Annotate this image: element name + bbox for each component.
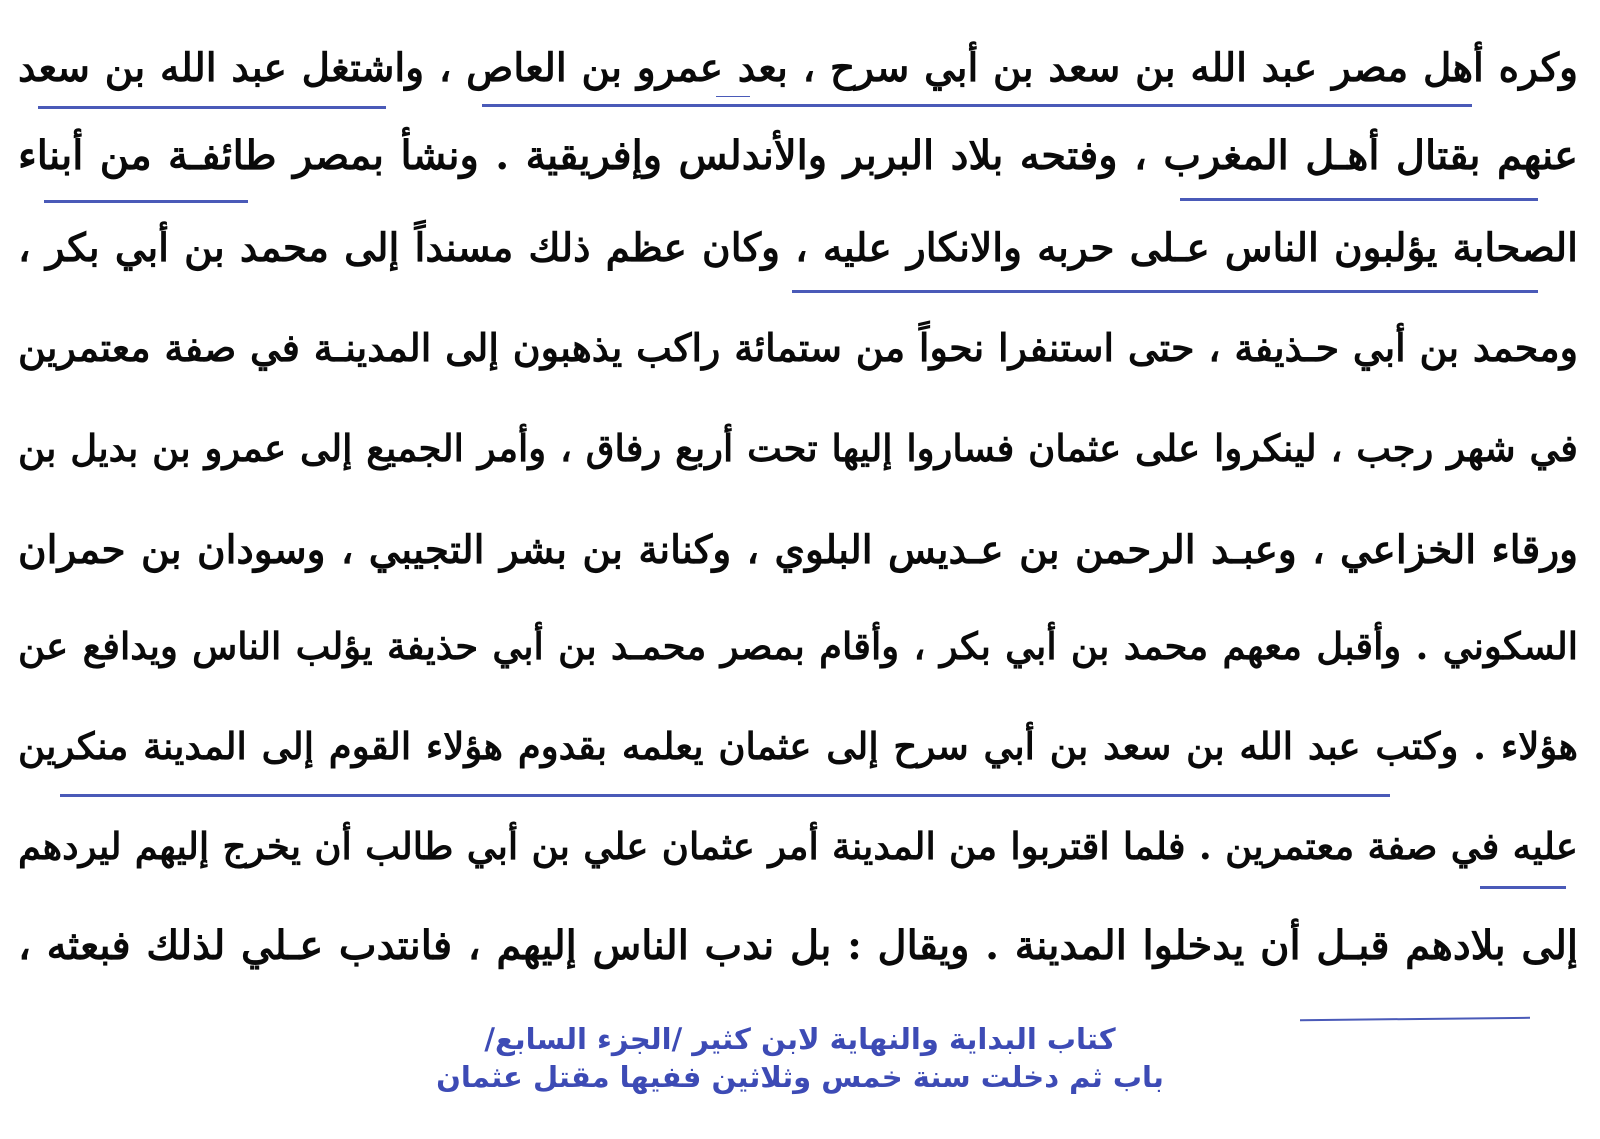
source-chapter-title: باب ثم دخلت سنة خمس وثلاثين ففيها مقتل عثمان (436, 1060, 1164, 1094)
text-line-8: هؤلاء . وكتب عبد الله بن سعد بن أبي سرح إلى عثمان يعلمه بقدوم هؤلاء القوم إلى المدينة منكرين (18, 724, 1578, 768)
text-line-6: ورقاء الخزاعي ، وعبـد الرحمن بن عـديس البلوي ، وكنانة بن بشر التجيبي ، وسودان بن حمران (18, 527, 1578, 573)
text-line-1: وكره أهل مصر عبد الله بن سعد بن أبي سرح ، بعد عمرو بن العاص ، واشتغل عبد الله بن سعد (18, 45, 1578, 91)
annotation-underline (60, 794, 1390, 797)
annotation-underline (716, 96, 750, 97)
source-caption (0, 1020, 1600, 1096)
annotation-underline (1180, 198, 1538, 201)
text-line-10: إلى بلادهم قبـل أن يدخلوا المدينة . ويقال : بل ندب الناس إليهم ، فانتدب عـلي لذلك فبعثه ، (18, 922, 1578, 969)
text-line-7: السكوني . وأقبل معهم محمد بن أبي بكر ، وأقام بمصر محمـد بن أبي حذيفة يؤلب الناس ويدافع عن (18, 624, 1578, 668)
annotation-underline (1480, 886, 1566, 889)
annotation-underline (44, 200, 248, 203)
text-line-2: عنهم بقتال أهـل المغرب ، وفتحه بلاد البربر والأندلس وإفريقية . ونشأ بمصر طائفـة من أبناء (18, 132, 1578, 179)
source-book-title: كتاب البداية والنهاية لابن كثير /الجزء السابع/ (484, 1022, 1116, 1056)
text-line-4: ومحمد بن أبي حـذيفة ، حتى استنفرا نحواً من ستمائة راكب يذهبون إلى المدينـة في صفة معتمرين (18, 325, 1578, 370)
text-line-9: عليه في صفة معتمرين . فلما اقتربوا من المدينة أمر عثمان علي بن أبي طالب أن يخرج إليهم ليردهم (18, 824, 1578, 868)
text-line-5: في شهر رجب ، لينكروا على عثمان فساروا إليها تحت أربع رفاق ، وأمر الجميع إلى عمرو بن بديل بن (18, 426, 1578, 470)
annotation-underline (792, 290, 1538, 293)
annotation-underline (482, 104, 1472, 107)
text-line-3: الصحابة يؤلبون الناس عـلى حربه والانكار عليه ، وكان عظم ذلك مسنداً إلى محمد بن أبي بكر ، (18, 225, 1578, 271)
annotation-underline (38, 106, 386, 109)
